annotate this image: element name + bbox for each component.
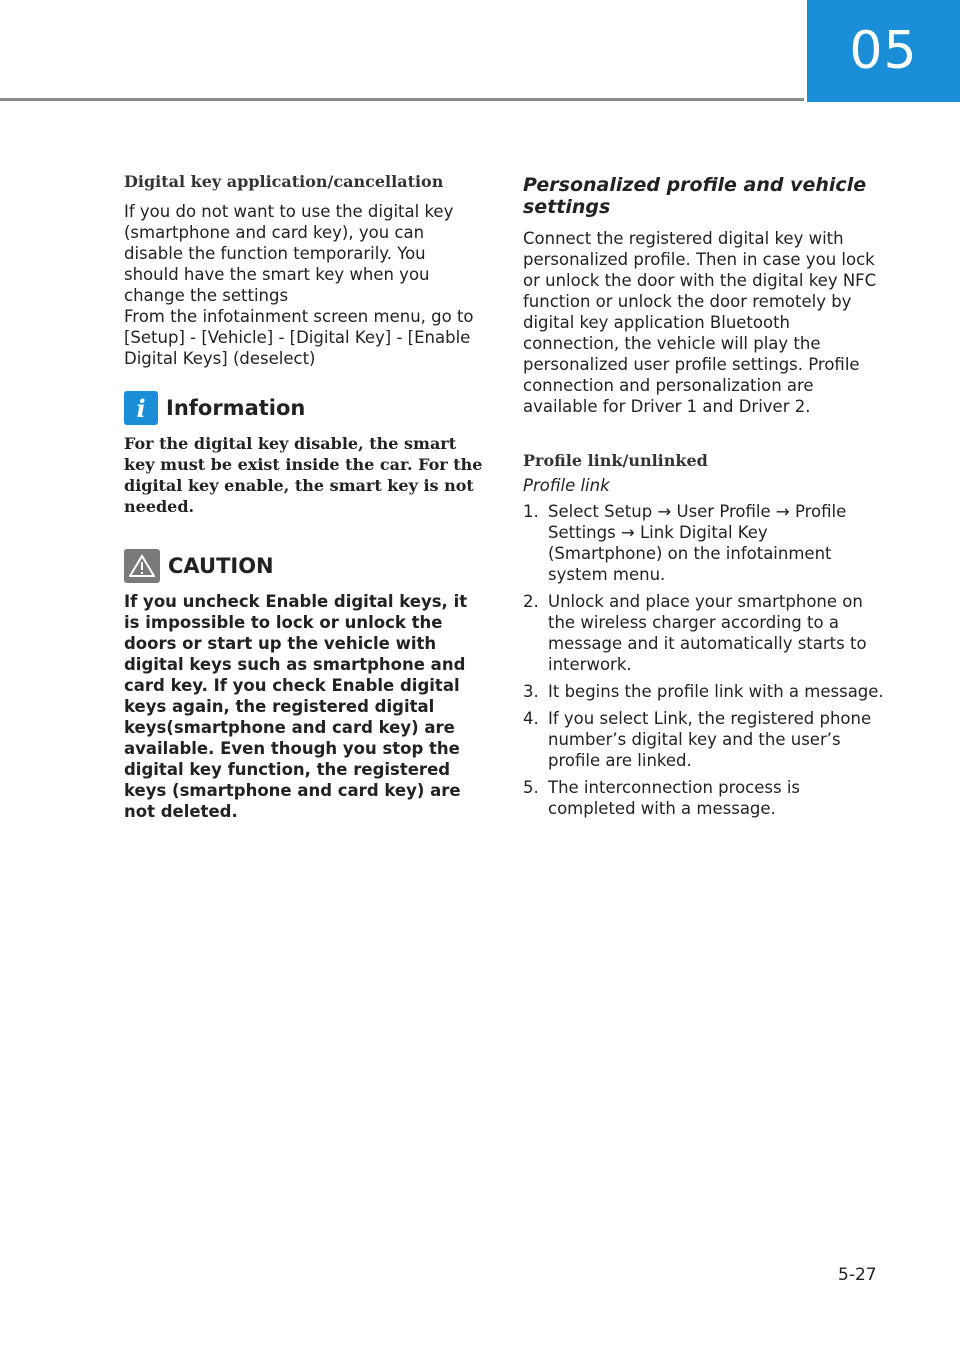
caution-box (124, 549, 484, 822)
information-box (124, 391, 484, 517)
list-item (523, 681, 885, 702)
information-header (124, 391, 484, 425)
section-title: Personalized profile and vehicle settings (523, 174, 867, 218)
right-column (523, 174, 885, 825)
step-text: Unlock and place your smartphone on the wireless charger according to a message and it automatically starts to interwork. (548, 592, 867, 674)
body-text: If you do not want to use the digital key (smartphone and card key), you can disable the function temporarily. You should have the smart key when you change the settings From the infotainment screen menu, go to [Setup] - [Vehicle] - [Digital Key] - [Enable Digital Keys] (deselect) (124, 202, 474, 368)
chapter-tab (807, 0, 960, 102)
subsection-title: Profile link/unlinked (523, 451, 708, 470)
list-item (523, 501, 885, 585)
information-text: For the digital key disable, the smart key must be exist inside the car. For the digital key enable, the smart key is not needed. (124, 434, 483, 516)
body-text: Connect the registered digital key with personalized profile. Then in case you lock or unlock the door with the digital key NFC function or unlock the door remotely by digital key application Bluetooth connection, the vehicle will play the personalized user profile settings. Profile connection and personalization are available for Driver 1 and Driver 2. (523, 229, 877, 416)
list-item (523, 708, 885, 771)
subsection-label: Profile link (523, 476, 610, 495)
caution-header (124, 549, 484, 583)
step-text: The interconnection process is completed with a message. (548, 778, 801, 818)
step-number: 4. (523, 709, 539, 728)
steps-list (523, 501, 885, 819)
list-item (523, 591, 885, 675)
header-rule (0, 98, 804, 101)
caution-text: If you uncheck Enable digital keys, it is impossible to lock or unlock the doors or start up the vehicle with digital keys such as smartphone and card key. If you check Enable digital keys again, the registered digital keys(smartphone and card key) are available. Even though you stop the digital key function, the registered keys (smartphone and card key) are not deleted. (124, 592, 468, 821)
step-number: 1. (523, 502, 539, 521)
step-number: 3. (523, 682, 539, 701)
chapter-number: 05 (849, 21, 918, 81)
information-title: Information (166, 396, 306, 420)
info-icon: i (124, 391, 158, 425)
step-number: 2. (523, 592, 539, 611)
step-text: Select Setup → User Profile → Profile Settings → Link Digital Key (Smartphone) on the infotainment system menu. (548, 502, 847, 584)
section-title: Digital key application/cancellation (124, 172, 444, 191)
caution-title: CAUTION (168, 554, 274, 578)
page-number: 5-27 (838, 1265, 877, 1285)
step-number: 5. (523, 778, 539, 797)
step-text: If you select Link, the registered phone number’s digital key and the user’s profile are linked. (548, 709, 872, 770)
step-text: It begins the profile link with a message. (548, 682, 884, 701)
list-item (523, 777, 885, 819)
warning-icon (124, 549, 160, 583)
left-column (124, 172, 484, 822)
